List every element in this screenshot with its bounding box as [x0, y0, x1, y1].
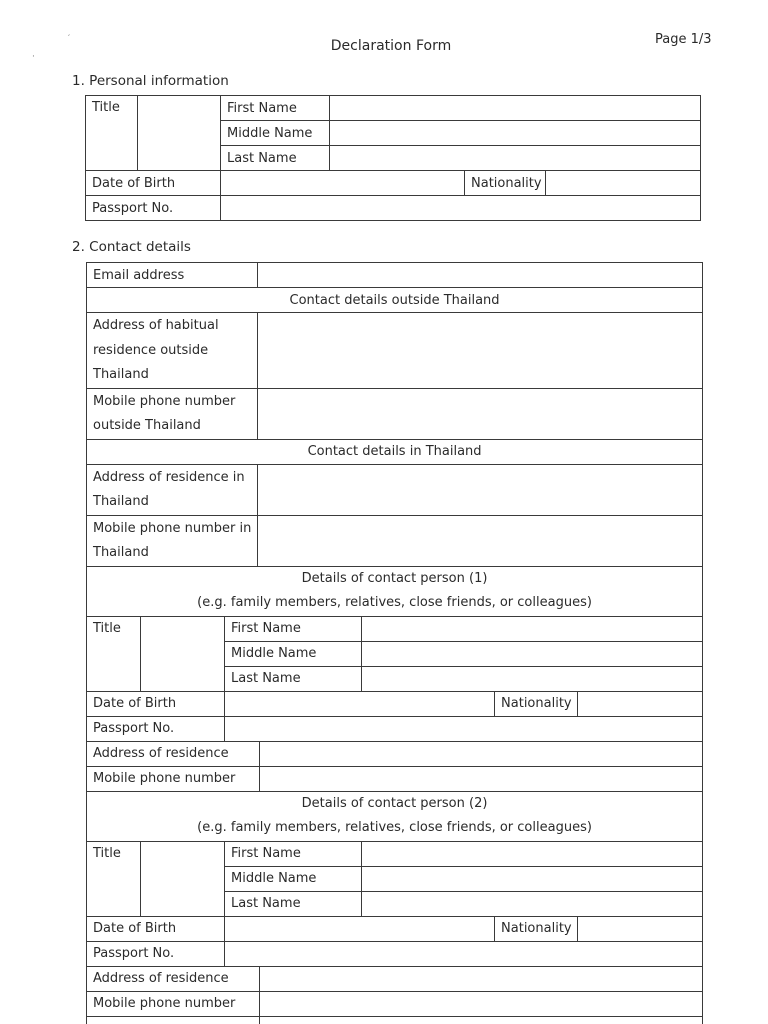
contact2-first-name-label: First Name: [225, 841, 362, 866]
contact1-passport-label: Passport No.: [87, 716, 225, 741]
contact2-last-name-field[interactable]: [362, 891, 703, 916]
contact1-passport-field[interactable]: [225, 716, 703, 741]
contact1-dob-label: Date of Birth: [87, 691, 225, 716]
outside-thailand-header: Contact details outside Thailand: [87, 288, 703, 313]
contact1-first-name-label: First Name: [225, 616, 362, 641]
contact1-last-name-label: Last Name: [225, 666, 362, 691]
contact2-middle-name-label: Middle Name: [225, 866, 362, 891]
contact1-title-label: Title: [87, 616, 141, 691]
passport-field[interactable]: [221, 196, 701, 221]
last-name-label: Last Name: [221, 146, 330, 171]
contact1-title-field[interactable]: [141, 616, 225, 691]
contact1-mobile-field[interactable]: [260, 766, 703, 791]
contact1-last-name-field[interactable]: [362, 666, 703, 691]
mobile-thailand-field[interactable]: [258, 515, 703, 566]
nationality-field[interactable]: [546, 171, 701, 196]
contact-person-1-header: [87, 566, 703, 616]
dob-label: Date of Birth: [86, 171, 221, 196]
last-name-field[interactable]: [330, 146, 701, 171]
contact2-email-label-cut: [87, 1016, 260, 1024]
first-name-label: First Name: [221, 96, 330, 121]
contact2-dob-label: Date of Birth: [87, 916, 225, 941]
mobile-thailand-label: Mobile phone number in Thailand: [87, 515, 258, 566]
email-label: Email address: [87, 263, 258, 288]
contact1-mobile-label: Mobile phone number: [87, 766, 260, 791]
contact1-address-field[interactable]: [260, 741, 703, 766]
contact1-dob-field[interactable]: [225, 691, 495, 716]
personal-info-table: [85, 95, 701, 221]
contact1-address-label: Address of residence: [87, 741, 260, 766]
contact2-mobile-field[interactable]: [260, 991, 703, 1016]
contact2-nationality-label: Nationality: [495, 916, 578, 941]
section-heading-personal-info: 1. Personal information: [72, 73, 229, 89]
page-number: Page 1/3: [655, 32, 712, 47]
habitual-address-field[interactable]: [258, 313, 703, 389]
section-heading-contact-details: 2. Contact details: [72, 239, 191, 255]
email-field[interactable]: [258, 263, 703, 288]
contact1-middle-name-field[interactable]: [362, 641, 703, 666]
contact2-first-name-field[interactable]: [362, 841, 703, 866]
residence-thailand-field[interactable]: [258, 464, 703, 515]
in-thailand-header: Contact details in Thailand: [87, 439, 703, 464]
contact2-address-field[interactable]: [260, 966, 703, 991]
contact1-first-name-field[interactable]: [362, 616, 703, 641]
contact2-title-label: Title: [87, 841, 141, 916]
contact-person-1-title: Details of contact person (1): [301, 571, 488, 586]
mobile-outside-field[interactable]: [258, 388, 703, 439]
dob-field[interactable]: [221, 171, 465, 196]
contact1-middle-name-label: Middle Name: [225, 641, 362, 666]
middle-name-field[interactable]: [330, 121, 701, 146]
nationality-label: Nationality: [465, 171, 546, 196]
passport-label: Passport No.: [86, 196, 221, 221]
first-name-field[interactable]: [330, 96, 701, 121]
contact2-passport-field[interactable]: [225, 941, 703, 966]
contact2-nationality-field[interactable]: [578, 916, 703, 941]
contact-person-2-subtitle: (e.g. family members, relatives, close friends, or colleagues): [197, 820, 592, 835]
contact2-address-label: Address of residence: [87, 966, 260, 991]
title-field[interactable]: [138, 96, 221, 171]
middle-name-label: Middle Name: [221, 121, 330, 146]
residence-thailand-label: Address of residence in Thailand: [87, 464, 258, 515]
contact2-dob-field[interactable]: [225, 916, 495, 941]
scan-mark: ·: [32, 52, 35, 62]
contact-details-table: [86, 262, 703, 1024]
contact-person-2-header: [87, 791, 703, 841]
form-title: Declaration Form: [330, 38, 452, 54]
contact2-title-field[interactable]: [141, 841, 225, 916]
contact2-email-field-cut[interactable]: [260, 1016, 703, 1024]
habitual-address-label: Address of habitual residence outside Thailand: [87, 313, 258, 389]
scan-mark: ′: [68, 34, 71, 44]
contact1-nationality-label: Nationality: [495, 691, 578, 716]
contact1-nationality-field[interactable]: [578, 691, 703, 716]
mobile-outside-label: Mobile phone number outside Thailand: [87, 388, 258, 439]
contact2-mobile-label: Mobile phone number: [87, 991, 260, 1016]
contact2-last-name-label: Last Name: [225, 891, 362, 916]
title-label: Title: [86, 96, 138, 171]
contact-person-1-subtitle: (e.g. family members, relatives, close friends, or colleagues): [197, 595, 592, 610]
contact2-middle-name-field[interactable]: [362, 866, 703, 891]
contact-person-2-title: Details of contact person (2): [301, 796, 488, 811]
contact2-passport-label: Passport No.: [87, 941, 225, 966]
